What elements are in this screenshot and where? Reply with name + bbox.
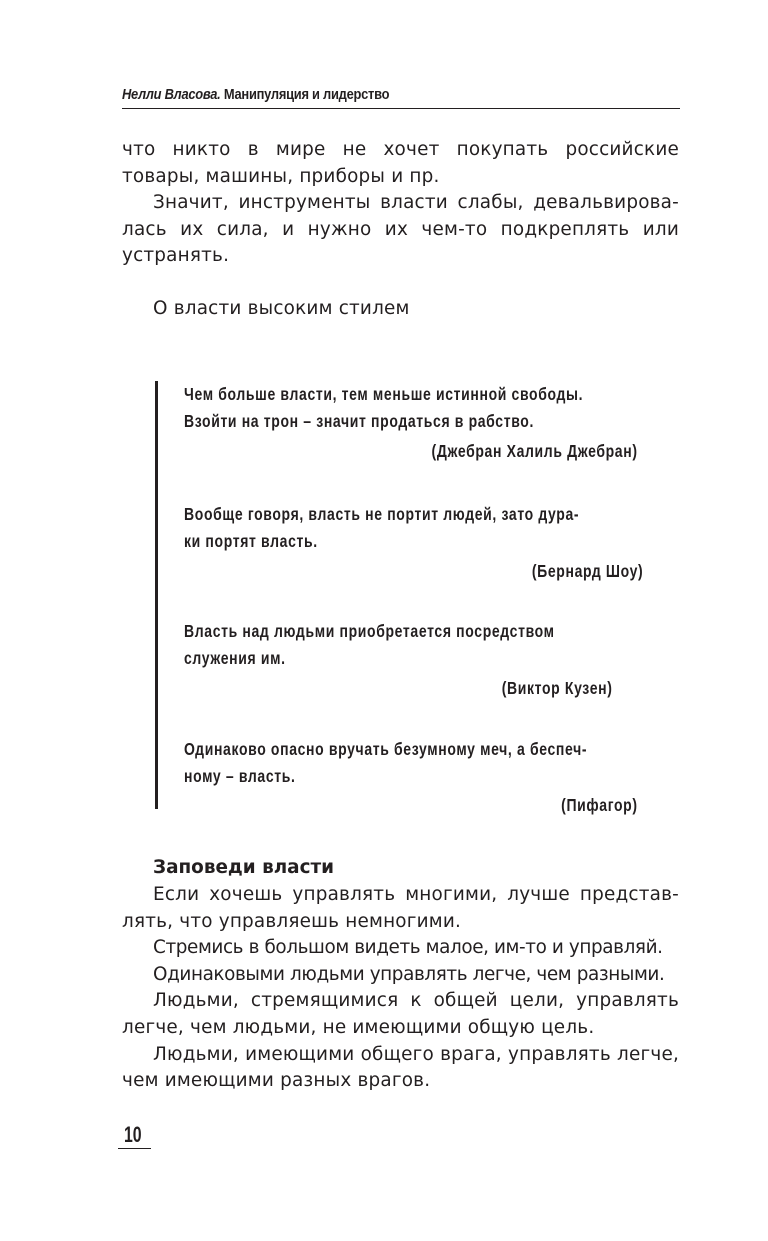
quote-line: Взойти на трон – значит продаться в рабство. bbox=[184, 410, 534, 431]
quote-line: Чем больше власти, тем меньше истинной свободы. bbox=[184, 384, 584, 404]
quote-2 bbox=[184, 501, 579, 554]
quote-line: Вообще говоря, власть не портит людей, зато дура- bbox=[184, 504, 580, 524]
quote-bar bbox=[155, 381, 158, 809]
running-head-title: Манипуляция и лидерство bbox=[223, 86, 390, 103]
commandment-line: чем имеющими разных врагов. bbox=[122, 1070, 431, 1092]
commandment-line: Одинаковыми людьми управлять легче, чем разными. bbox=[153, 963, 665, 985]
intro-line: лась их сила, и нужно их чем-то подкреплять или bbox=[122, 218, 679, 240]
quote-author: (Бернард Шоу) bbox=[531, 561, 643, 581]
page-number-rule bbox=[118, 1148, 151, 1149]
commandment-line: легче, чем людьми, не имеющими общую цель. bbox=[122, 1017, 595, 1038]
intro-line: что никто в мире не хочет покупать российские bbox=[122, 139, 679, 160]
header-rule bbox=[122, 108, 680, 109]
page-number: 10 bbox=[124, 1122, 142, 1147]
intro-line: устранять. bbox=[122, 245, 230, 267]
running-head-author: Нелли Власова. bbox=[122, 86, 221, 103]
quote-line: Власть над людьми приобретается посредством bbox=[184, 621, 555, 641]
quote-line: ки портят власть. bbox=[184, 530, 318, 551]
commandment-line: Стремись в большом видеть малое, им-то и управляй. bbox=[153, 937, 663, 959]
commandment-line: Людьми, стремящимися к общей цели, управлять bbox=[153, 990, 679, 1012]
quote-1 bbox=[184, 381, 583, 434]
intro-line: товары, машины, приборы и пр. bbox=[122, 165, 440, 187]
quote-line: Одинаково опасно вручать безумному меч, а беспеч- bbox=[184, 739, 588, 759]
quote-author: (Пифагор) bbox=[561, 795, 638, 815]
quote-line: служения им. bbox=[184, 647, 286, 668]
section-heading: Заповеди власти bbox=[153, 857, 335, 878]
quote-line: ному – власть. bbox=[184, 765, 296, 786]
quote-3 bbox=[184, 618, 555, 671]
commandment-line: Если хочешь управлять многими, лучше представ- bbox=[153, 884, 679, 905]
quote-author: (Виктор Кузен) bbox=[502, 678, 613, 698]
section-title: О власти высоким стилем bbox=[153, 298, 410, 319]
commandment-line: лять, что управляешь немногими. bbox=[122, 910, 462, 932]
running-head bbox=[122, 86, 602, 103]
commandment-line: Людьми, имеющими общего врага, управлять легче, bbox=[153, 1043, 679, 1065]
intro-line: Значит, инструменты власти слабы, девальвирова- bbox=[153, 192, 679, 214]
quote-4 bbox=[184, 736, 587, 789]
quote-author: (Джебран Халиль Джебран) bbox=[431, 441, 638, 461]
